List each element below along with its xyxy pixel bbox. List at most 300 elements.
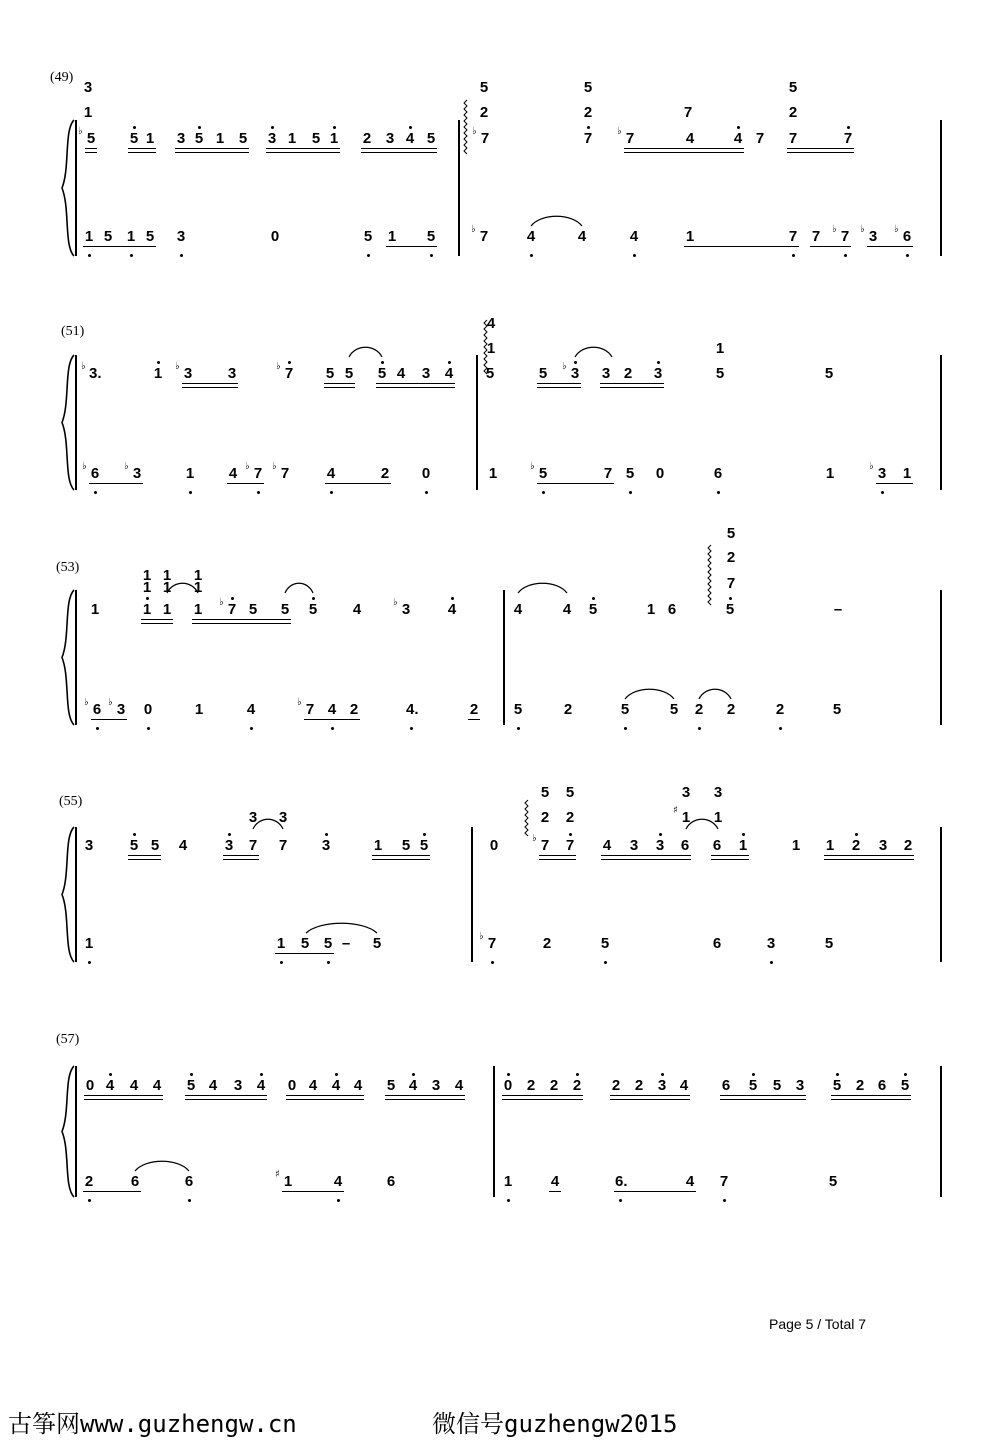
duration-underline [549, 1191, 561, 1192]
upper-note: 5 [186, 1077, 196, 1094]
lower-note: 5 [300, 935, 310, 952]
octave-dot [157, 361, 160, 364]
lower-note: 7 [719, 1173, 729, 1190]
duration-underline [192, 619, 291, 620]
lower-note: 5 [538, 465, 548, 482]
octave-dot [228, 833, 231, 836]
octave-dot [327, 961, 330, 964]
upper-note: 0 [503, 1077, 513, 1094]
upper-note: 5 [238, 130, 248, 147]
octave-dot [569, 833, 572, 836]
lower-note: 4 [327, 701, 337, 718]
upper-note: 4 [602, 837, 612, 854]
duration-underline [84, 1099, 163, 1100]
duration-underline [275, 953, 334, 954]
upper-note: 6 [877, 1077, 887, 1094]
lower-note: 7 [280, 465, 290, 482]
flat-sign: ♭ [860, 224, 865, 235]
upper-note: 5 [280, 601, 290, 618]
duration-underline [600, 383, 664, 384]
upper-note: 3. [89, 365, 102, 382]
upper-note: 2 [526, 1077, 536, 1094]
duration-underline [91, 719, 127, 720]
upper-note: 3 [224, 837, 234, 854]
lower-note: 5 [625, 465, 635, 482]
lower-note: 5 [372, 935, 382, 952]
flat-sign: ♭ [108, 697, 113, 708]
octave-dot [906, 254, 909, 257]
upper-note: 7 [248, 837, 258, 854]
lower-note: 3 [868, 228, 878, 245]
chord-note: 5 [726, 525, 736, 542]
upper-note: 5 [588, 601, 598, 618]
upper-note: 3 [84, 837, 94, 854]
chord-note: 5 [583, 79, 593, 96]
flat-sign: ♭ [832, 224, 837, 235]
duration-underline [537, 483, 614, 484]
lower-note: 2 [775, 701, 785, 718]
upper-note: 0 [287, 1077, 297, 1094]
lower-note: 0 [143, 701, 153, 718]
chord-note: 2 [788, 104, 798, 121]
octave-dot [190, 1073, 193, 1076]
upper-note: 2 [362, 130, 372, 147]
octave-dot [198, 126, 201, 129]
chord-note: 2 [726, 549, 736, 566]
upper-note: 5 [900, 1077, 910, 1094]
arpeggio-mark [525, 800, 531, 835]
upper-note: 4 [685, 130, 695, 147]
measure-barline [471, 827, 473, 962]
flat-sign: ♭ [272, 461, 277, 472]
chord-note: 1 [162, 567, 172, 584]
lower-note: 1 [283, 1173, 293, 1190]
lower-note: 1 [185, 465, 195, 482]
upper-note: 5 [401, 837, 411, 854]
duration-underline [385, 1099, 465, 1100]
arpeggio-mark [708, 545, 714, 605]
octave-dot [88, 254, 91, 257]
chord-note: 7 [683, 104, 693, 121]
upper-note: 4 [331, 1077, 341, 1094]
duration-underline [324, 387, 355, 388]
upper-note: 4 [208, 1077, 218, 1094]
system-barline-right [940, 590, 942, 725]
sustain-dash: – [833, 601, 843, 618]
octave-dot [109, 1073, 112, 1076]
duration-underline [787, 152, 854, 153]
octave-dot [96, 727, 99, 730]
chord-note: 1 [715, 340, 725, 357]
chord-note: 1 [681, 809, 691, 826]
duration-underline [89, 483, 143, 484]
system-barline-right [940, 827, 942, 962]
upper-note: 3 [655, 837, 665, 854]
upper-note: 4 [405, 130, 415, 147]
upper-note: 7 [843, 130, 853, 147]
upper-note: 2 [549, 1077, 559, 1094]
chord-note: 2 [565, 809, 575, 826]
upper-note: 3 [176, 130, 186, 147]
octave-dot [260, 1073, 263, 1076]
lower-note: 5 [828, 1173, 838, 1190]
octave-dot [189, 491, 192, 494]
octave-dot [337, 1199, 340, 1202]
upper-note: 1 [90, 601, 100, 618]
lower-note: 2 [726, 701, 736, 718]
octave-dot [280, 961, 283, 964]
octave-dot [409, 126, 412, 129]
octave-dot [619, 1199, 622, 1202]
flat-sign: ♭ [78, 126, 83, 137]
lower-note: 2 [349, 701, 359, 718]
duration-underline [468, 719, 480, 720]
lower-note: 1 [685, 228, 695, 245]
lower-note: 6 [184, 1173, 194, 1190]
upper-note: 5 [377, 365, 387, 382]
flat-sign: ♭ [471, 224, 476, 235]
upper-note: 3 [421, 365, 431, 382]
duration-underline [286, 1095, 364, 1096]
upper-note: 3 [431, 1077, 441, 1094]
upper-note: 7 [788, 130, 798, 147]
octave-dot [847, 126, 850, 129]
lower-note: 5 [824, 935, 834, 952]
lower-note: 3 [116, 701, 126, 718]
duration-underline [286, 1099, 364, 1100]
lower-note: 3 [766, 935, 776, 952]
duration-underline [223, 855, 259, 856]
chord-note: 3 [278, 809, 288, 826]
upper-note: 6 [721, 1077, 731, 1094]
upper-note: 0 [85, 1077, 95, 1094]
sustain-dash: – [341, 935, 351, 952]
octave-dot [792, 254, 795, 257]
lower-note: 1 [276, 935, 286, 952]
octave-dot [574, 361, 577, 364]
upper-note: 5 [325, 365, 335, 382]
grand-staff-brace [60, 590, 80, 725]
octave-dot [659, 833, 662, 836]
duration-underline [175, 152, 249, 153]
lower-note: 1 [503, 1173, 513, 1190]
upper-note: 2 [572, 1077, 582, 1094]
octave-dot [729, 597, 732, 600]
duration-underline [128, 859, 161, 860]
octave-dot [587, 126, 590, 129]
octave-dot [410, 727, 413, 730]
duration-underline [361, 152, 437, 153]
upper-note: 1 [162, 601, 172, 618]
chord-note: 1 [713, 809, 723, 826]
chord-note: 1 [83, 104, 93, 121]
lower-note: 4. [406, 701, 419, 718]
lower-note: 7 [487, 935, 497, 952]
tie-slur [306, 920, 377, 934]
upper-note: 2 [855, 1077, 865, 1094]
flat-sign: ♭ [175, 361, 180, 372]
upper-note: 5 [748, 1077, 758, 1094]
duration-underline [867, 246, 913, 247]
lower-note: 5 [426, 228, 436, 245]
lower-note: 7 [305, 701, 315, 718]
lower-note: 7 [811, 228, 821, 245]
upper-note: 5 [485, 365, 495, 382]
octave-dot [530, 254, 533, 257]
upper-note: 1 [825, 837, 835, 854]
upper-note: 4 [679, 1077, 689, 1094]
upper-note: 3 [629, 837, 639, 854]
lower-note: 5 [620, 701, 630, 718]
octave-dot [629, 491, 632, 494]
octave-dot [507, 1073, 510, 1076]
octave-dot [94, 491, 97, 494]
lower-note: 3 [132, 465, 142, 482]
duration-underline [227, 483, 264, 484]
upper-note: 2 [611, 1077, 621, 1094]
lower-note: 7 [479, 228, 489, 245]
duration-underline [539, 859, 576, 860]
flat-sign: ♭ [530, 461, 535, 472]
lower-note: 5 [103, 228, 113, 245]
chord-note: 4 [486, 315, 496, 332]
chord-note: 7 [726, 575, 736, 592]
upper-note: 5 [386, 1077, 396, 1094]
duration-underline [372, 855, 430, 856]
lower-note: 0 [421, 465, 431, 482]
octave-dot [742, 833, 745, 836]
lower-note: 4 [685, 1173, 695, 1190]
upper-note: 4 [733, 130, 743, 147]
duration-underline [787, 148, 854, 149]
octave-dot [904, 1073, 907, 1076]
lower-note: 7 [603, 465, 613, 482]
tie-slur [531, 213, 582, 227]
octave-dot [147, 727, 150, 730]
chord-note: 5 [565, 784, 575, 801]
octave-dot [423, 833, 426, 836]
system-barline-right [940, 1066, 942, 1197]
upper-note: 4 [353, 1077, 363, 1094]
octave-dot [367, 254, 370, 257]
lower-note: 2 [84, 1173, 94, 1190]
upper-note: 4 [396, 365, 406, 382]
lower-note: 6 [902, 228, 912, 245]
octave-dot [507, 1199, 510, 1202]
duration-underline [539, 855, 576, 856]
upper-note: 5 [86, 130, 96, 147]
duration-underline [175, 148, 249, 149]
lower-note: 5 [323, 935, 333, 952]
upper-note: 1 [145, 130, 155, 147]
upper-note: 4 [444, 365, 454, 382]
lower-note: 5 [600, 935, 610, 952]
duration-underline [85, 152, 97, 153]
system-barline-right [940, 120, 942, 256]
duration-underline [537, 383, 581, 384]
lower-note: 4 [326, 465, 336, 482]
upper-note: 5 [426, 130, 436, 147]
upper-note: 0 [489, 837, 499, 854]
upper-note: 1 [646, 601, 656, 618]
flat-sign: ♭ [472, 126, 477, 137]
upper-note: 4 [152, 1077, 162, 1094]
flat-sign: ♭ [276, 361, 281, 372]
duration-underline [711, 859, 749, 860]
octave-dot [752, 1073, 755, 1076]
lower-note: 6 [92, 701, 102, 718]
duration-underline [502, 1099, 583, 1100]
upper-note: 3 [227, 365, 237, 382]
octave-dot [250, 727, 253, 730]
arpeggio-mark [464, 100, 470, 150]
upper-note: 1 [329, 130, 339, 147]
flat-sign: ♭ [894, 224, 899, 235]
lower-note: 6 [386, 1173, 396, 1190]
lower-note: 0 [270, 228, 280, 245]
chord-note: 1 [193, 579, 203, 596]
upper-note: 5 [311, 130, 321, 147]
site-watermark: 古筝网www.guzhengw.cn [8, 1410, 297, 1438]
chord-note: 3 [83, 79, 93, 96]
octave-dot [133, 833, 136, 836]
duration-underline [502, 1095, 583, 1096]
upper-note: 1 [153, 365, 163, 382]
measure-number-53: (53) [56, 560, 80, 575]
chord-note: 1 [142, 567, 152, 584]
upper-note: 5 [772, 1077, 782, 1094]
octave-dot [88, 1199, 91, 1202]
lower-note: 6. [615, 1173, 628, 1190]
octave-dot [723, 1199, 726, 1202]
upper-note: 5 [344, 365, 354, 382]
chord-note: 2 [583, 104, 593, 121]
duration-underline [684, 246, 799, 247]
upper-note: 1 [287, 130, 297, 147]
duration-underline [385, 1095, 465, 1096]
upper-note: 1 [738, 837, 748, 854]
duration-underline [600, 387, 664, 388]
upper-note: 6 [680, 837, 690, 854]
octave-dot [231, 597, 234, 600]
duration-underline [185, 1099, 267, 1100]
upper-note: 7 [480, 130, 490, 147]
octave-dot [412, 1073, 415, 1076]
chord-note: 2 [479, 104, 489, 121]
lower-note: 4 [577, 228, 587, 245]
upper-note: 7 [565, 837, 575, 854]
grand-staff-brace [60, 827, 80, 962]
octave-dot [312, 597, 315, 600]
upper-note: 3 [183, 365, 193, 382]
upper-note: 4 [256, 1077, 266, 1094]
upper-note: 6 [667, 601, 677, 618]
upper-note: 7 [755, 130, 765, 147]
duration-underline [831, 1099, 911, 1100]
flat-sign: ♭ [124, 461, 129, 472]
duration-underline [304, 719, 360, 720]
duration-underline [376, 387, 455, 388]
measure-barline [503, 590, 505, 725]
duration-underline [128, 152, 156, 153]
octave-dot [130, 254, 133, 257]
upper-note: 7 [625, 130, 635, 147]
upper-note: 5 [308, 601, 318, 618]
upper-note: 5 [129, 837, 139, 854]
upper-note: 6 [712, 837, 722, 854]
octave-dot [180, 254, 183, 257]
duration-underline [324, 383, 355, 384]
flat-sign: ♭ [617, 126, 622, 137]
lower-note: 4 [629, 228, 639, 245]
lower-note: 4 [526, 228, 536, 245]
measure-number-51: (51) [61, 324, 85, 339]
octave-dot [451, 597, 454, 600]
lower-note: 7 [840, 228, 850, 245]
lower-note: 2 [694, 701, 704, 718]
system-barline-right [940, 355, 942, 490]
upper-note: 3 [657, 1077, 667, 1094]
octave-dot [491, 961, 494, 964]
chord-note: 1 [193, 567, 203, 584]
grand-staff-brace [60, 1066, 80, 1197]
lower-note: 2 [469, 701, 479, 718]
duration-underline [282, 1191, 344, 1192]
flat-sign: ♭ [82, 461, 87, 472]
upper-note: 4 [513, 601, 523, 618]
lower-note: 1 [488, 465, 498, 482]
sharp-sign: ♯ [673, 805, 678, 816]
upper-note: 3 [267, 130, 277, 147]
upper-note: 5 [419, 837, 429, 854]
duration-underline [831, 1095, 911, 1096]
grand-staff-brace [60, 355, 80, 490]
duration-underline [614, 1191, 696, 1192]
octave-dot [624, 727, 627, 730]
flat-sign: ♭ [245, 461, 250, 472]
octave-dot [698, 727, 701, 730]
duration-underline [361, 148, 437, 149]
lower-note: 1 [126, 228, 136, 245]
upper-note: 5 [538, 365, 548, 382]
wechat-watermark: 微信号guzhengw2015 [432, 1410, 678, 1438]
duration-underline [83, 1191, 141, 1192]
octave-dot [855, 833, 858, 836]
tie-slur [699, 686, 731, 700]
page-indicator: Page 5 / Total 7 [769, 1316, 867, 1332]
octave-dot [271, 126, 274, 129]
lower-note: 2 [380, 465, 390, 482]
upper-note: 2 [851, 837, 861, 854]
chord-note: 2 [540, 809, 550, 826]
duration-underline [266, 152, 340, 153]
octave-dot [331, 727, 334, 730]
upper-note: 3 [878, 837, 888, 854]
octave-dot [737, 126, 740, 129]
lower-note: 1 [825, 465, 835, 482]
duration-underline [601, 859, 691, 860]
chord-note: 1 [486, 340, 496, 357]
upper-note: 4 [447, 601, 457, 618]
chord-note: 3 [681, 784, 691, 801]
octave-dot [325, 833, 328, 836]
duration-underline [141, 619, 173, 620]
flat-sign: ♭ [869, 461, 874, 472]
lower-note: 6 [90, 465, 100, 482]
octave-dot [381, 361, 384, 364]
duration-underline [141, 623, 173, 624]
duration-underline [372, 859, 430, 860]
